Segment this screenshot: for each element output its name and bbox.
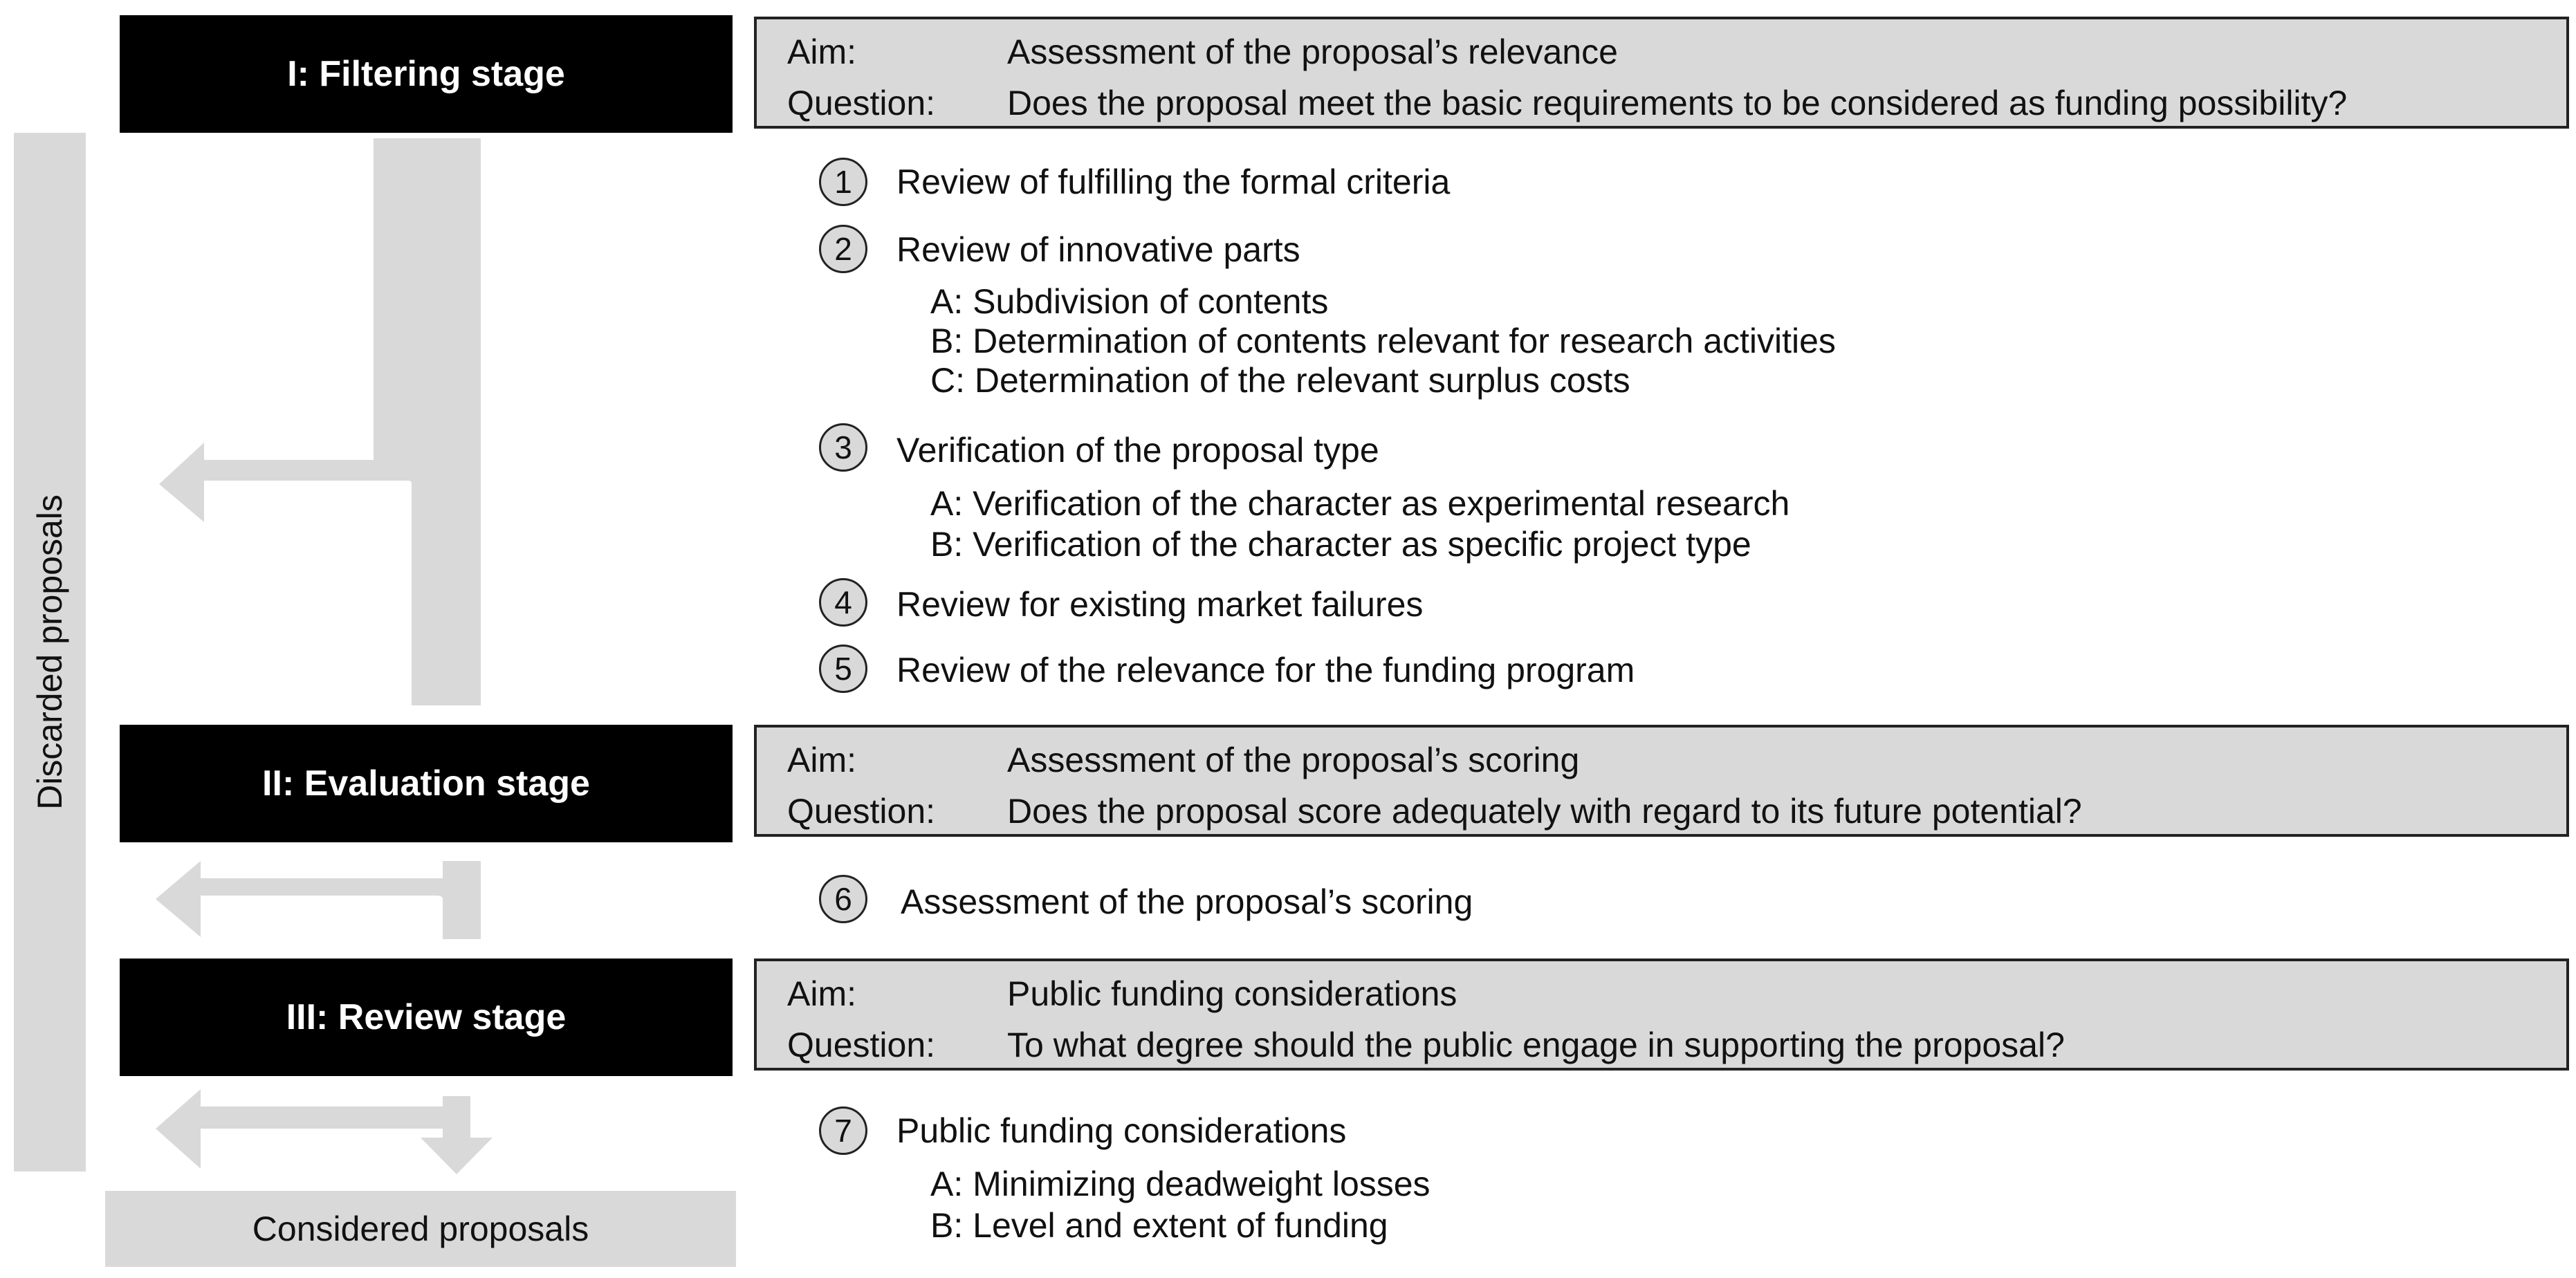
stage-title: I: Filtering stage	[287, 54, 565, 94]
question-text: Does the proposal score adequately with regard to its future potential?	[1007, 792, 2082, 831]
step-2-sub-a: A: Subdivision of contents	[930, 282, 1329, 321]
step-number-badge: 1	[819, 158, 867, 206]
aim-box-review	[754, 958, 2569, 1071]
step-number-badge: 2	[819, 225, 867, 273]
aim-text: Public funding considerations	[1007, 974, 1457, 1013]
question-text: To what degree should the public engage in supporting the proposal?	[1007, 1026, 2065, 1064]
question-label: Question:	[787, 1026, 936, 1064]
step-7-sub-b: B: Level and extent of funding	[930, 1206, 1388, 1245]
aim-label: Aim:	[787, 741, 856, 779]
step-3-sub-b: B: Verification of the character as specific project type	[930, 525, 1751, 564]
step-number-badge: 4	[819, 578, 867, 627]
aim-text: Assessment of the proposal’s scoring	[1007, 741, 1580, 779]
step-number-badge: 5	[819, 645, 867, 693]
step-number-badge: 7	[819, 1106, 867, 1155]
step-number-badge: 3	[819, 423, 867, 472]
discarded-proposals-label: Discarded proposals	[30, 494, 69, 810]
step-2-sub-b: B: Determination of contents relevant for research activities	[930, 322, 1836, 360]
step-2-text: Review of innovative parts	[896, 230, 1300, 269]
step-3-text: Verification of the proposal type	[896, 431, 1379, 470]
aim-label: Aim:	[787, 33, 856, 71]
stage-title: II: Evaluation stage	[262, 763, 590, 804]
question-label: Question:	[787, 792, 936, 831]
stage-title: III: Review stage	[286, 997, 567, 1037]
stage-filtering	[120, 15, 733, 133]
step-7-sub-a: A: Minimizing deadweight losses	[930, 1165, 1430, 1203]
question-text: Does the proposal meet the basic requirements to be considered as funding possibility?	[1007, 84, 2348, 122]
step-1-text: Review of fulfilling the formal criteria	[896, 163, 1451, 201]
step-6-text: Assessment of the proposal’s scoring	[901, 882, 1473, 921]
considered-proposals-label: Considered proposals	[252, 1210, 589, 1248]
step-3-sub-a: A: Verification of the character as experimental research	[930, 484, 1790, 523]
step-7-text: Public funding considerations	[896, 1111, 1347, 1150]
aim-text: Assessment of the proposal’s relevance	[1007, 33, 1618, 71]
step-2-sub-c: C: Determination of the relevant surplus costs	[930, 361, 1630, 400]
review-discard-arrow	[156, 1089, 465, 1169]
filtering-discard-arrow	[159, 138, 481, 705]
aim-label: Aim:	[787, 974, 856, 1013]
step-5-text: Review of the relevance for the funding program	[896, 651, 1635, 689]
question-label: Question:	[787, 84, 936, 122]
step-4-text: Review for existing market failures	[896, 585, 1424, 624]
considered-proposals-box	[105, 1191, 736, 1267]
stage-evaluation	[120, 725, 733, 842]
stage-review	[120, 958, 733, 1076]
step-number-badge: 6	[819, 875, 867, 923]
aim-box-evaluation	[754, 725, 2569, 837]
aim-box-filtering	[754, 17, 2569, 129]
evaluation-discard-arrow	[156, 861, 481, 939]
